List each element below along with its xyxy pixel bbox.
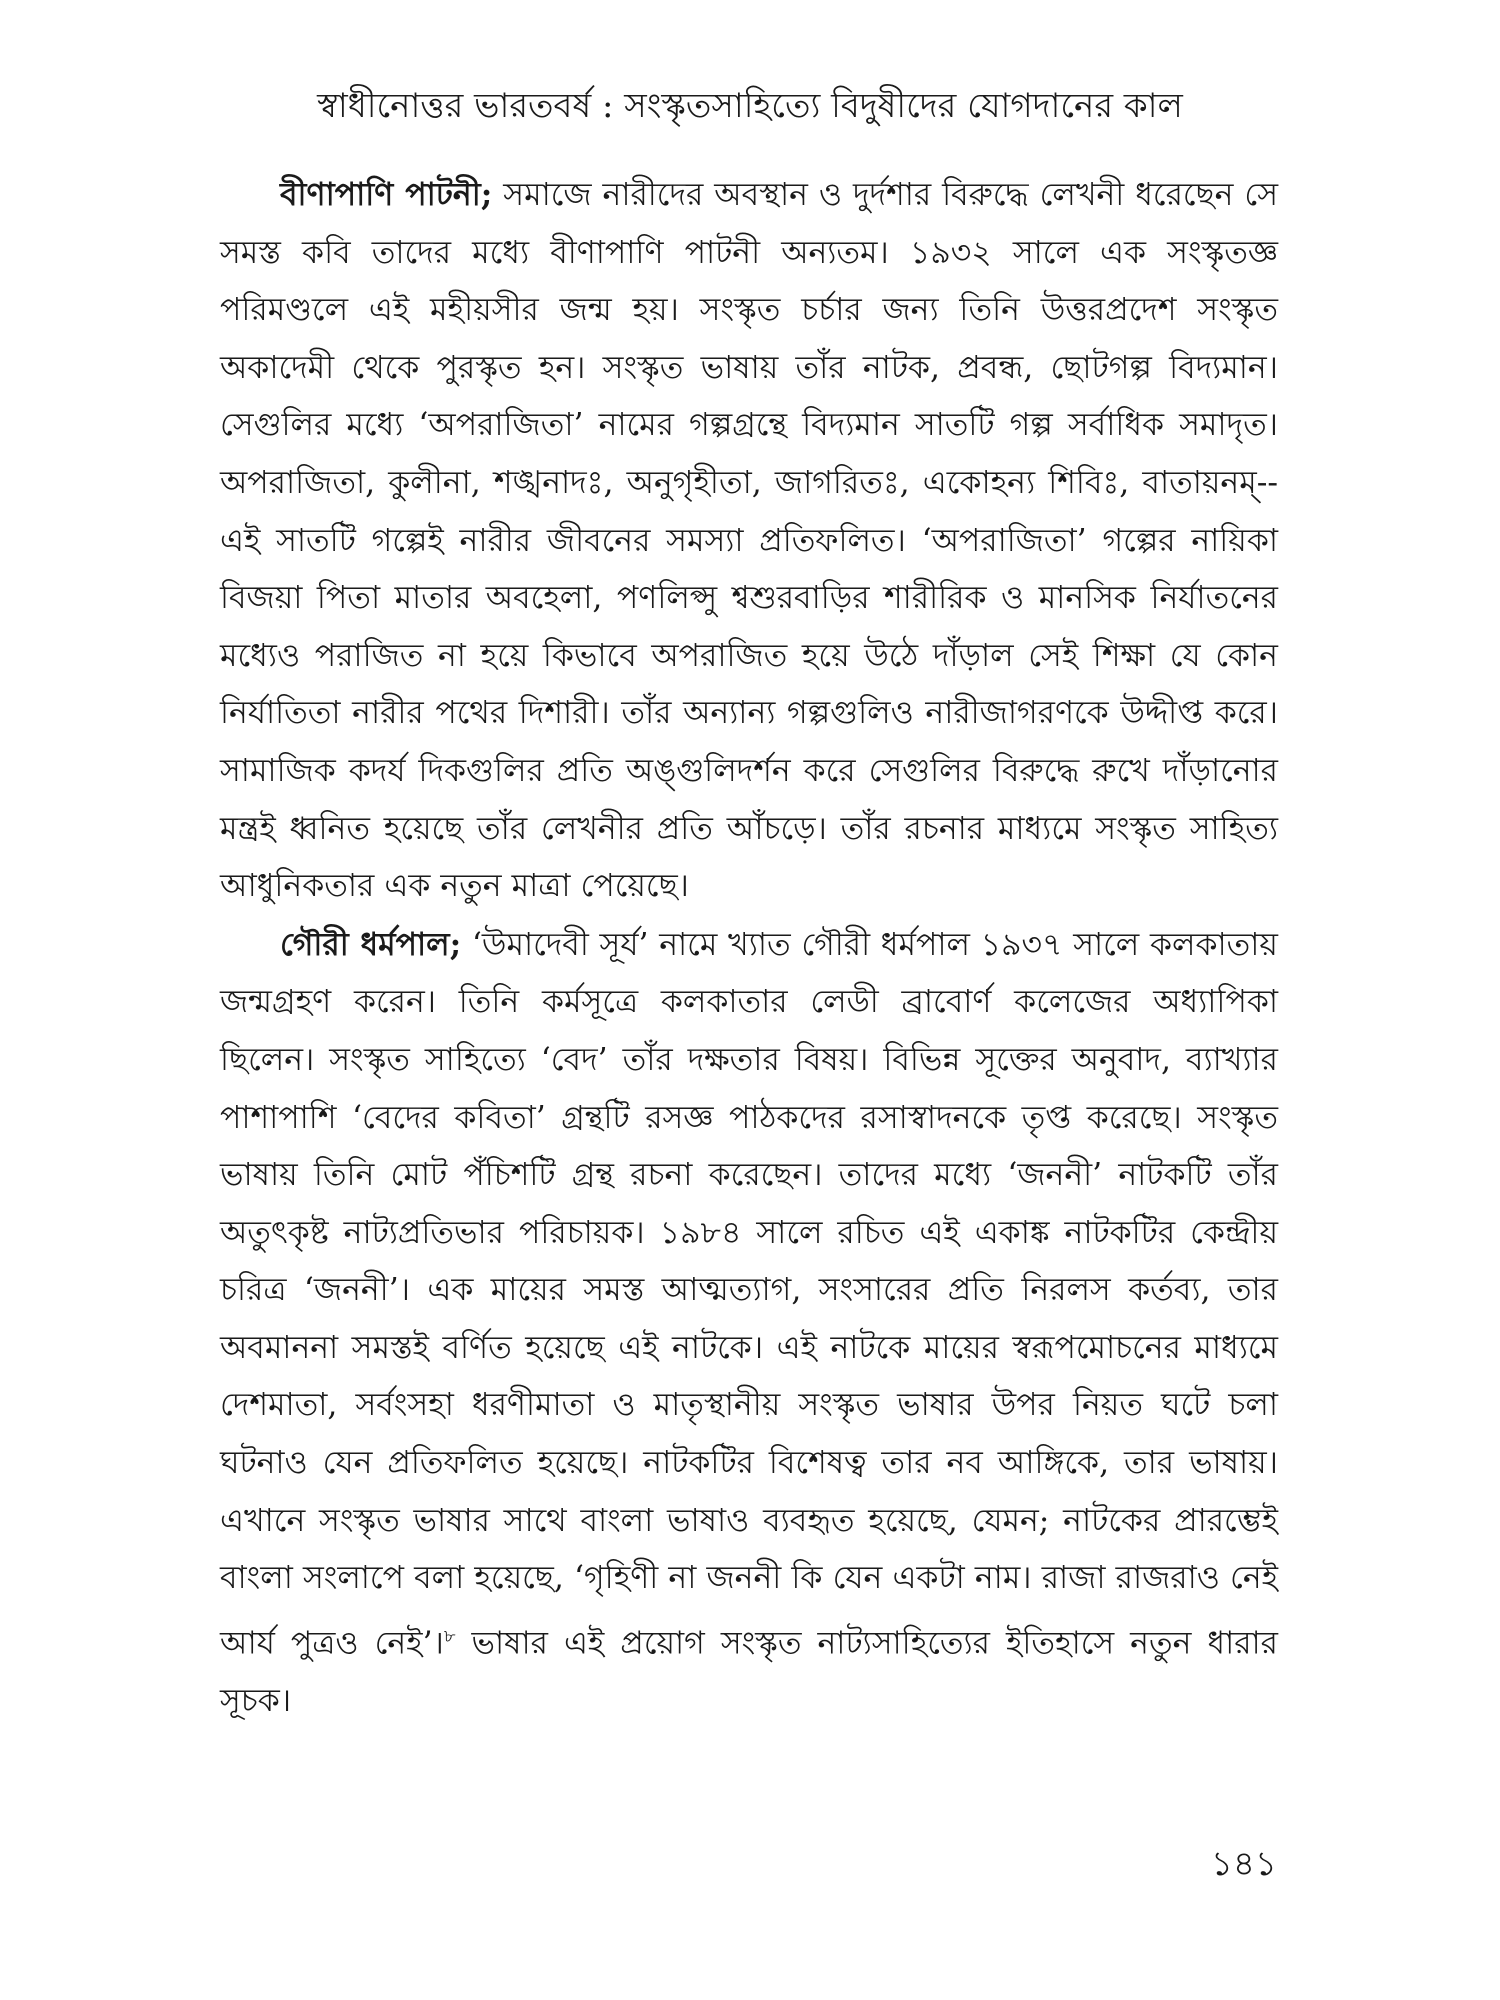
- running-header: স্বাধীনোত্তর ভারতবর্ষ : সংস্কৃতসাহিত্যে বিদুষীদের যোগদানের কাল: [317, 86, 1183, 126]
- person-name-heading: বীণাপাণি পাটনী;: [280, 176, 493, 213]
- body-text: [220, 166, 1278, 1731]
- person-name-heading: গৌরী ধর্মপাল;: [280, 925, 462, 963]
- paragraph-text: ‘উমাদেবী সূর্য’ নামে খ্যাত গৌরী ধর্মপাল ১৯৩৭ সালে কলকাতায় জন্মগ্রহণ করেন। তিনি কর্মসূত্রে কলকাতার লেডী ব্রাবোর্ণ কলেজের অধ্যাপিকা ছিলেন। সংস্কৃত সাহিত্যে ‘বেদ’ তাঁর দক্ষতার বিষয়। বিভিন্ন সূক্তের অনুবাদ, ব্যাখ্যার পাশাপাশি ‘বেদের কবিতা’ গ্রন্থটি রসজ্ঞ পাঠকদের রসাস্বাদনকে তৃপ্ত করেছে। সংস্কৃত ভাষায় তিনি মোট পঁচিশটি গ্রন্থ রচনা করেছেন। তাদের মধ্যে ‘জননী’ নাটকটি তাঁর অতুৎকৃষ্ট নাট্যপ্রতিভার পরিচায়ক। ১৯৮৪ সালে রচিত এই একাঙ্ক নাটকটির কেন্দ্রীয় চরিত্র ‘জননী’। এক মায়ের সমস্ত আত্মত্যাগ, সংসারের প্রতি নিরলস কর্তব্য, তার অবমাননা সমস্তই বর্ণিত হয়েছে এই নাটকে। এই নাটকে মায়ের স্বরূপমোচনের মাধ্যমে দেশমাতা, সর্বংসহা ধরণীমাতা ও মাতৃস্থানীয় সংস্কৃত ভাষার উপর নিয়ত ঘটে চলা ঘটনাও যেন প্রতিফলিত হয়েছে। নাটকটির বিশেষত্ব তার নব আঙ্গিকে, তার ভাষায়। এখানে সংস্কৃত ভাষার সাথে বাংলা ভাষাও ব্যবহৃত হয়েছে, যেমন; নাটকের প্রারম্ভেই বাংলা সংলাপে বলা হয়েছে, ‘গৃহিণী না জননী কি যেন একটা নাম। রাজা রাজরাও নেই আর্য পুত্রও নেই’।: [220, 926, 1278, 1662]
- page-number: ১৪১: [1210, 1844, 1277, 1884]
- footnote-marker[interactable]: ৮: [443, 1625, 456, 1647]
- paragraph-text: সমাজে নারীদের অবস্থান ও দুর্দশার বিরুদ্ধে লেখনী ধরেছেন সে সমস্ত কবি তাদের মধ্যে বীণাপাণি পাটনী অন্যতম। ১৯৩২ সালে এক সংস্কৃতজ্ঞ পরিমণ্ডলে এই মহীয়সীর জন্ম হয়। সংস্কৃত চর্চার জন্য তিনি উত্তরপ্রদেশ সংস্কৃত অকাদেমী থেকে পুরস্কৃত হন। সংস্কৃত ভাষায় তাঁর নাটক, প্রবন্ধ, ছোটগল্প বিদ্যমান। সেগুলির মধ্যে ‘অপরাজিতা’ নামের গল্পগ্রন্থে বিদ্যমান সাতটি গল্প সর্বাধিক সমাদৃত। অপরাজিতা, কুলীনা, শঙ্খনাদঃ, অনুগৃহীতা, জাগরিতঃ, একোহন্য শিবিঃ, বাতায়নম্-- এই সাতটি গল্পেই নারীর জীবনের সমস্যা প্রতিফলিত। ‘অপরাজিতা’ গল্পের নায়িকা বিজয়া পিতা মাতার অবহেলা, পণলিপ্সু শ্বশুরবাড়ির শারীরিক ও মানসিক নির্যাতনের মধ্যেও পরাজিত না হয়ে কিভাবে অপরাজিত হয়ে উঠে দাঁড়াল সেই শিক্ষা যে কোন নির্যাতিতা নারীর পথের দিশারী। তাঁর অন্যান্য গল্পগুলিও নারীজাগরণকে উদ্দীপ্ত করে। সামাজিক কদর্য দিকগুলির প্রতি অঙ্গুলিদর্শন করে সেগুলির বিরুদ্ধে রুখে দাঁড়ানোর মন্ত্রই ধ্বনিত হয়েছে তাঁর লেখনীর প্রতি আঁচড়ে। তাঁর রচনার মাধ্যমে সংস্কৃত সাহিত্য আধুনিকতার এক নতুন মাত্রা পেয়েছে।: [220, 177, 1278, 905]
- paragraph-gauri-dharmapal: [220, 916, 1278, 1731]
- paragraph-binapani-patni: [220, 166, 1278, 916]
- paragraph-text-continued: ভাষার এই প্রয়োগ সংস্কৃত নাট্যসাহিত্যের ইতিহাসে নতুন ধারার সূচক।: [220, 1625, 1278, 1719]
